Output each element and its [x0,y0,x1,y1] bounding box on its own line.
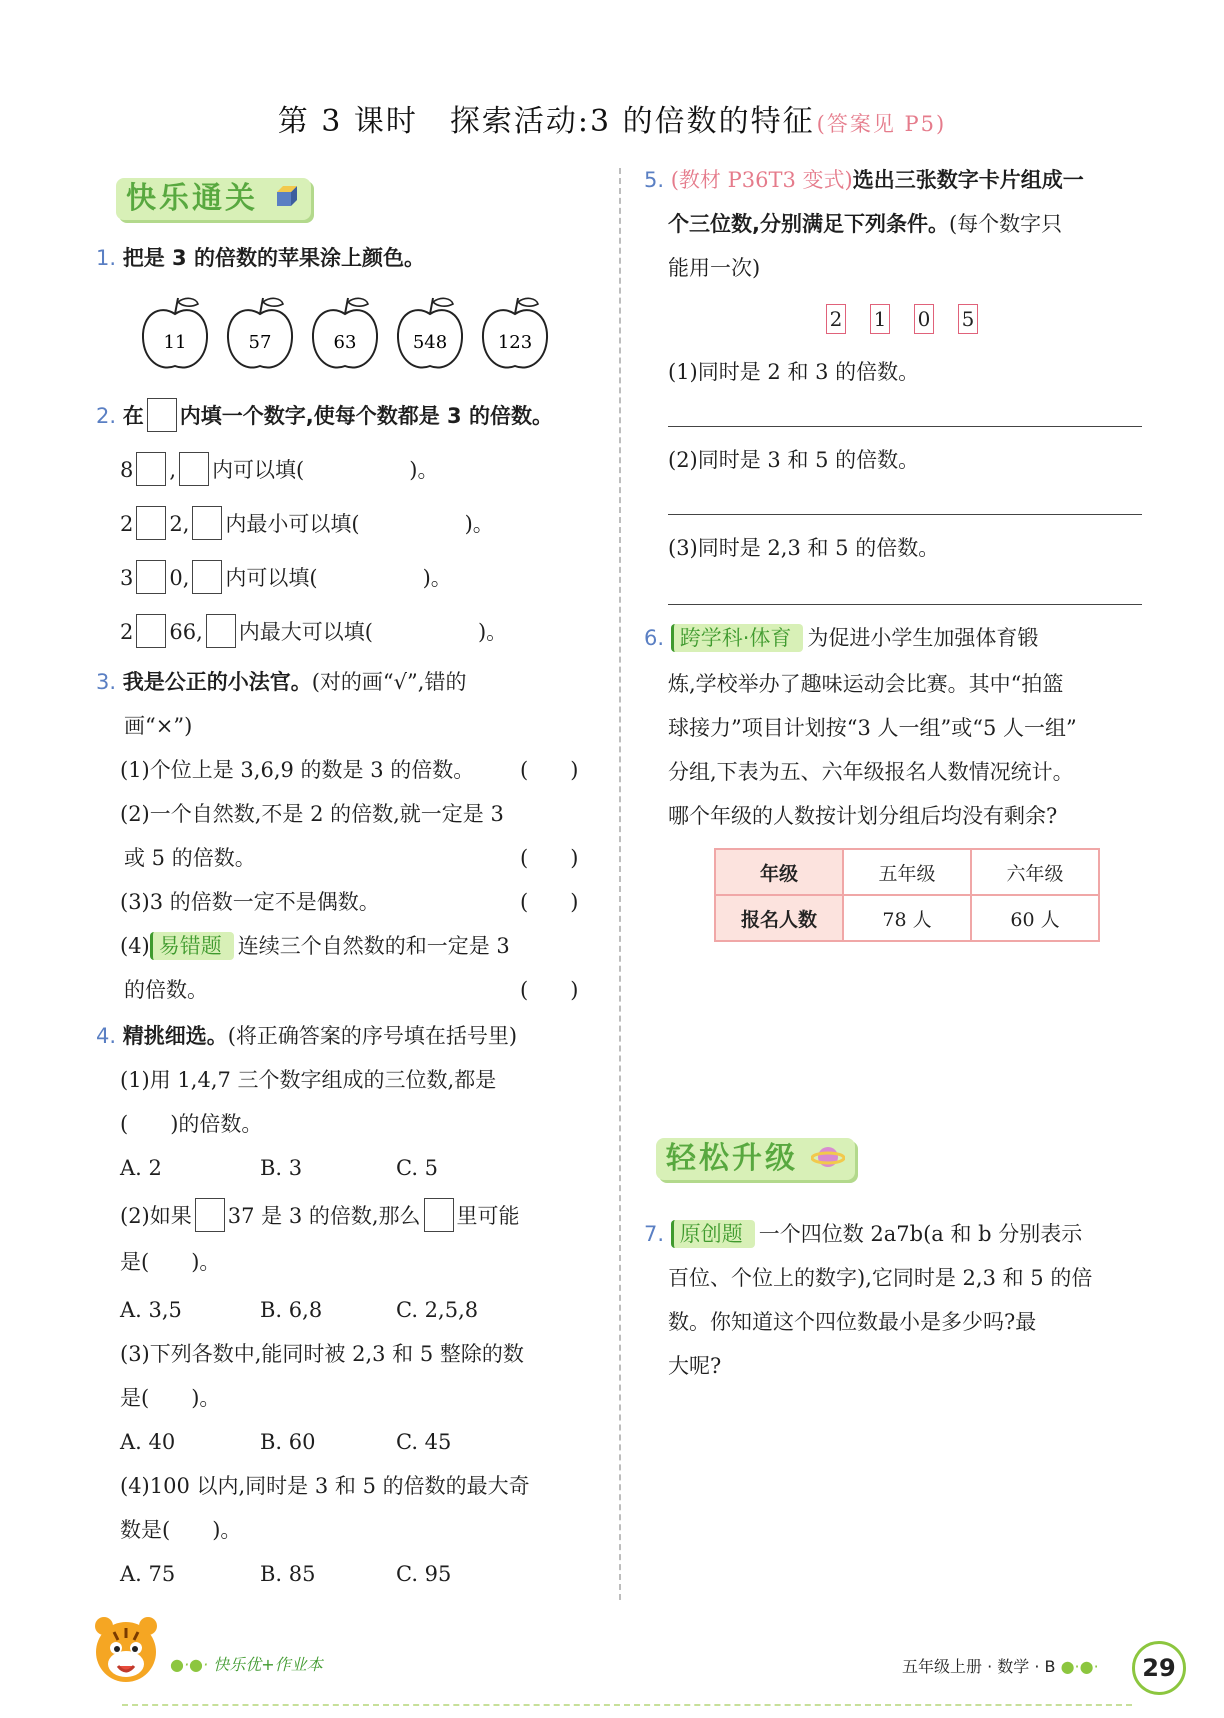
fill-text: 内最小可以填( )。 [225,512,494,536]
question-1 [96,236,425,280]
textbook-source: (教材 P36T3 变式) [670,168,853,192]
title-main: 第 3 课时 探索活动:3 的倍数的特征 [277,104,815,139]
blank-box[interactable] [192,506,222,540]
section-badge-happy [116,178,311,220]
condition-1: (1)同时是 2 和 3 的倍数。 [668,360,920,384]
grade-label: 五年级上册 · 数学 · B ●·●· [902,1657,1099,1676]
blank-box[interactable] [147,398,177,432]
number-card[interactable]: 2 [826,304,846,334]
question-number: 2. [96,404,117,428]
answer-reference: (答案见 P5) [816,112,947,136]
blank-box[interactable] [136,452,166,486]
question-text: 内填一个数字,使每个数都是 3 的倍数。 [179,404,553,428]
question-6 [644,616,1038,660]
blank-box[interactable] [136,614,166,648]
question-number: 7. [644,1222,665,1246]
question-text: 在 [122,404,144,428]
table-header: 报名人数 [715,895,843,941]
answer-paren[interactable]: ( ) [520,890,579,914]
number-card[interactable]: 5 [958,304,978,334]
choice-1-options [120,1146,438,1190]
tiger-mascot-icon [88,1612,164,1692]
question-text: 选出三张数字卡片组成一 [852,168,1084,192]
blank-box[interactable] [206,614,236,648]
option-a[interactable]: A. 3,5 [120,1298,182,1322]
table-header: 年级 [715,849,843,895]
option-a[interactable]: A. 2 [120,1156,162,1180]
table-cell: 78 人 [843,895,971,941]
question-text: 球接力”项目计划按“3 人一组”或“5 人一组” [668,716,1077,740]
digit: 2, [169,512,190,536]
question-text: 一个四位数 2a7b(a 和 b 分别表示 [758,1222,1083,1246]
apple-number: 63 [333,332,357,353]
question-note: (每个数字只 [948,212,1063,236]
option-c[interactable]: C. 95 [396,1562,452,1586]
registration-table [714,848,1100,942]
table-cell: 60 人 [971,895,1099,941]
question-text: 炼,学校举办了趣味运动会比赛。其中“拍篮 [668,672,1064,696]
judge-item-3: (3)3 的倍数一定不是偶数。 [120,890,380,914]
apple-number: 57 [248,332,272,353]
brand-text: ●·●· 快乐优+作业本 [170,1655,323,1674]
question-text: 把是 3 的倍数的苹果涂上颜色。 [122,246,425,270]
error-prone-tag: 易错题 [150,932,234,960]
digit: 8 [120,458,134,482]
apple-number: 123 [497,332,533,353]
question-3 [96,660,466,704]
digit: 66, [169,620,203,644]
question-number: 6. [644,626,665,650]
question-text: 我是公正的小法官。 [122,670,312,694]
question-text: 百位、个位上的数字),它同时是 2,3 和 5 的倍 [668,1266,1093,1290]
question-note: 能用一次) [668,256,761,280]
blank-box[interactable] [136,560,166,594]
q2-row-4 [120,610,507,654]
question-text: 分组,下表为五、六年级报名人数情况统计。 [668,760,1074,784]
digit: 0, [169,566,190,590]
apple-57[interactable] [225,294,295,374]
question-text: 大呢? [668,1354,722,1378]
question-2 [96,394,553,438]
digit: 3 [120,566,134,590]
question-number: 1. [96,246,117,270]
stem-part: (2)如果 [120,1204,192,1228]
fill-text: 内最大可以填( )。 [238,620,508,644]
question-5-cont [668,202,1062,246]
choice-4-options [120,1552,451,1596]
choice-3-options [120,1420,451,1464]
blank-box[interactable] [424,1198,454,1232]
apple-row [140,294,570,374]
column-divider [619,168,621,1600]
question-5 [644,158,1084,202]
answer-line[interactable] [668,426,1142,427]
question-7 [644,1212,1082,1256]
footer-divider [122,1704,1132,1706]
choice-4-stem: (4)100 以内,同时是 3 和 5 的倍数的最大奇 [120,1474,530,1498]
choice-2-stem-cont: 是( )。 [120,1250,221,1274]
option-c[interactable]: C. 5 [396,1156,439,1180]
fill-text: 内可以填( )。 [225,566,452,590]
page-number: 29 [1132,1641,1186,1695]
question-number: 4. [96,1024,117,1048]
blank-box[interactable] [136,506,166,540]
option-a[interactable]: A. 75 [120,1562,176,1586]
answer-line[interactable] [668,514,1142,515]
cross-subject-tag: 跨学科·体育 [671,624,804,652]
choice-1-stem-cont: ( )的倍数。 [120,1112,263,1136]
question-4 [96,1014,517,1058]
option-b[interactable]: B. 85 [260,1562,316,1586]
answer-paren[interactable]: ( ) [520,978,579,1002]
answer-paren[interactable]: ( ) [520,846,579,870]
choice-1-stem: (1)用 1,4,7 三个数字组成的三位数,都是 [120,1068,497,1092]
apple-123[interactable] [480,294,550,374]
option-b[interactable]: B. 60 [260,1430,316,1454]
answer-line[interactable] [668,604,1142,605]
question-note: (对的画“√”,错的 [311,670,467,694]
grade-text: 五年级上册 · 数学 · B [902,1657,1056,1676]
choice-3-stem-cont: 是( )。 [120,1386,221,1410]
digit: 2 [120,620,134,644]
question-number: 5. [644,168,665,192]
question-text: 数。你知道这个四位数最小是多少吗?最 [668,1310,1037,1334]
stem-part: 37 是 3 的倍数,那么 [227,1204,421,1228]
option-b[interactable]: B. 6,8 [260,1298,323,1322]
number-cards [814,304,990,334]
choice-2-options [120,1288,478,1332]
judge-item-2: (2)一个自然数,不是 2 的倍数,就一定是 3 [120,802,504,826]
blank-box[interactable] [195,1198,225,1232]
apple-number: 11 [163,332,187,353]
blank-box[interactable] [192,560,222,594]
condition-2: (2)同时是 3 和 5 的倍数。 [668,448,920,472]
apple-63[interactable] [310,294,380,374]
item-text: 连续三个自然数的和一定是 3 [237,934,510,958]
apple-548[interactable] [395,294,465,374]
apple-number: 548 [412,332,448,353]
question-text: 个三位数,分别满足下列条件。 [668,212,949,236]
choice-4-stem-cont: 数是( )。 [120,1518,242,1542]
q2-row-1: 8 , 内可以填( )。 [120,448,438,492]
judge-item-4-cont: 的倍数。 [124,978,208,1002]
section-badge-label: 快乐通关 [126,181,258,216]
question-number: 3. [96,670,117,694]
planet-icon [811,1142,845,1172]
condition-3: (3)同时是 2,3 和 5 的倍数。 [668,536,940,560]
digit: 2 [120,512,134,536]
item-prefix: (4) [120,934,150,958]
question-text: 精挑细选。 [122,1024,228,1048]
q2-row-2 [120,502,494,546]
brand-label: 快乐优+作业本 [213,1655,323,1674]
apple-11[interactable] [140,294,210,374]
option-c[interactable]: C. 45 [396,1430,452,1454]
question-note: (将正确答案的序号填在括号里) [227,1024,518,1048]
option-c[interactable]: C. 2,5,8 [396,1298,479,1322]
original-tag: 原创题 [671,1220,755,1248]
stem-part: 里可能 [456,1204,520,1228]
question-note: 画“×”) [124,714,193,738]
number-card[interactable]: 1 [870,304,890,334]
section-badge-label: 轻松升级 [666,1141,798,1176]
option-b[interactable]: B. 3 [260,1156,303,1180]
table-cell: 六年级 [971,849,1099,895]
page-title [0,96,1224,140]
judge-item-4 [120,924,510,968]
choice-3-stem: (3)下列各数中,能同时被 2,3 和 5 整除的数 [120,1342,524,1366]
section-badge-upgrade [656,1138,855,1180]
question-text: 哪个年级的人数按计划分组后均没有剩余? [668,804,1058,828]
blank-box[interactable] [179,452,209,486]
judge-item-2-cont: 或 5 的倍数。 [124,846,256,870]
answer-paren[interactable]: ( ) [520,758,579,782]
choice-2-stem [120,1194,520,1238]
number-card[interactable]: 0 [914,304,934,334]
q2-row-3 [120,556,452,600]
pencil-icon [271,182,301,212]
question-text: 为促进小学生加强体育锻 [807,626,1039,650]
judge-item-1: (1)个位上是 3,6,9 的数是 3 的倍数。 [120,758,475,782]
table-cell: 五年级 [843,849,971,895]
fill-text: 内可以填( )。 [212,458,439,482]
option-a[interactable]: A. 40 [120,1430,176,1454]
